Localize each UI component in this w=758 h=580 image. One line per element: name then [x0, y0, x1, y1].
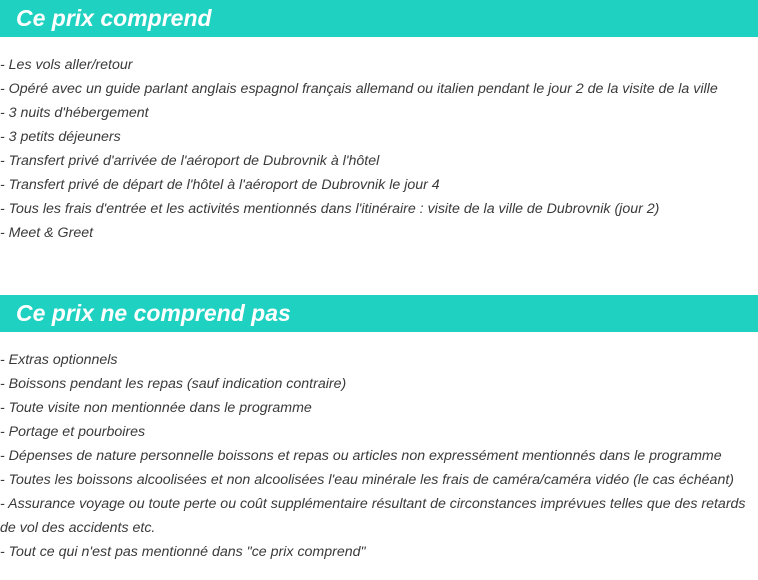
price-includes-section [0, 0, 758, 241]
list-item: - Toutes les boissons alcoolisées et non alcoolisées l'eau minérale les frais de caméra/caméra vidéo (le cas échéant) [0, 472, 735, 488]
list-item: - Transfert privé de départ de l'hôtel à l'aéroport de Dubrovnik le jour 4 [0, 177, 440, 193]
price-excludes-header [0, 295, 758, 332]
list-item: - Tout ce qui n'est pas mentionné dans "ce prix comprend" [0, 544, 366, 560]
price-includes-title: Ce prix comprend [16, 5, 212, 31]
list-item: - Dépenses de nature personnelle boissons et repas ou articles non expressément mentionnés dans le programme [0, 448, 722, 464]
list-item: - Toute visite non mentionnée dans le programme [0, 400, 312, 416]
list-item: - Meet & Greet [0, 225, 94, 241]
list-item: - Tous les frais d'entrée et les activités mentionnés dans l'itinéraire : visite de la ville de Dubrovnik (jour 2) [0, 201, 660, 217]
price-includes-header [0, 0, 758, 37]
list-item: - Assurance voyage ou toute perte ou coût supplémentaire résultant de circonstances imprévues telles que des retards de vol des accidents etc. [0, 496, 746, 536]
price-excludes-list [0, 348, 758, 564]
list-item: - Opéré avec un guide parlant anglais espagnol français allemand ou italien pendant le jour 2 de la visite de la ville [0, 81, 718, 97]
list-item: - Boissons pendant les repas (sauf indication contraire) [0, 376, 347, 392]
list-item: - Portage et pourboires [0, 424, 146, 440]
list-item: - Les vols aller/retour [0, 57, 133, 73]
list-item: - Extras optionnels [0, 352, 118, 368]
list-item: - 3 nuits d'hébergement [0, 105, 149, 121]
price-excludes-title: Ce prix ne comprend pas [16, 300, 291, 326]
list-item: - 3 petits déjeuners [0, 129, 121, 145]
list-item: - Transfert privé d'arrivée de l'aéroport de Dubrovnik à l'hôtel [0, 153, 380, 169]
price-includes-list [0, 53, 758, 245]
price-excludes-section [0, 295, 758, 560]
